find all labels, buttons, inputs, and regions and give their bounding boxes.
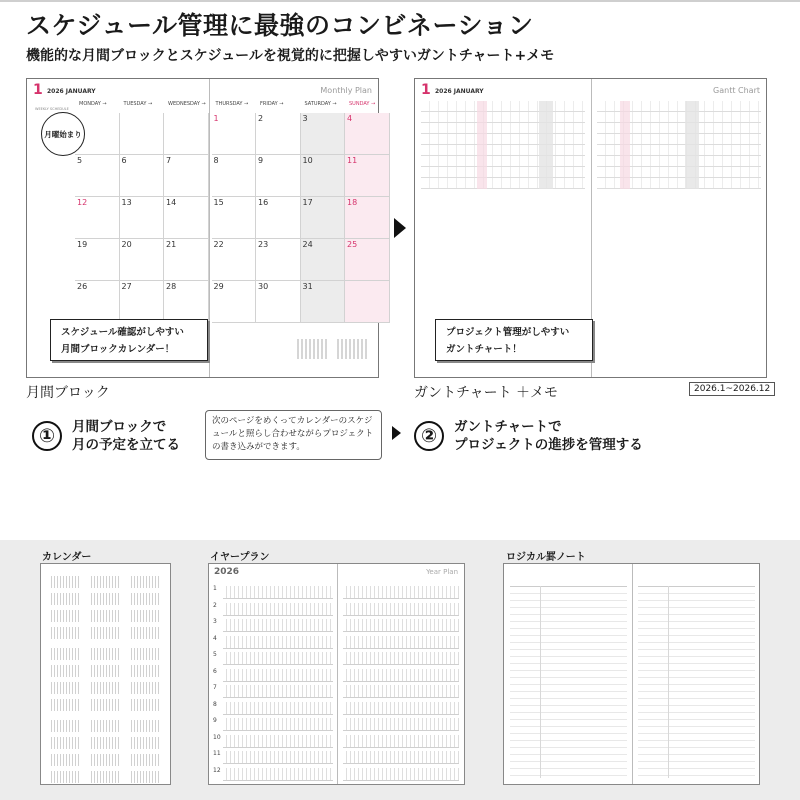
gantt-month-number: 1: [421, 82, 431, 98]
yearplan-month-number: 12: [213, 766, 221, 774]
calendar-page: [40, 563, 171, 785]
yearplan-month-number: 2: [213, 601, 217, 609]
day-cell: [301, 155, 346, 197]
mini-month-block: [91, 699, 121, 711]
yearplan-month-row: [343, 702, 459, 715]
day-number: 10: [302, 156, 313, 165]
gantt-weekend-band: [477, 101, 487, 189]
mini-month-block: [51, 771, 81, 783]
day-number: 1: [213, 114, 219, 123]
day-number: 16: [258, 198, 269, 207]
yearplan-month-row: [223, 685, 333, 698]
yearplan-month-row: [223, 586, 333, 599]
day-number: 25: [347, 240, 358, 249]
day-header: SATURDAY →: [304, 101, 337, 107]
yearplan-month-number: 8: [213, 700, 217, 708]
day-cell: [120, 239, 165, 281]
mini-month-block: [131, 737, 161, 749]
gantt-callout-line-2: ガントチャート！: [446, 344, 522, 355]
step-2-text: [454, 418, 643, 454]
yearplan-label: イヤープラン: [210, 552, 270, 563]
day-number: 17: [302, 198, 313, 207]
day-header: FRIDAY →: [260, 101, 284, 107]
day-number: 20: [121, 240, 132, 249]
step-1-line-1: 月間ブロックで: [72, 419, 167, 435]
mini-month-block: [131, 754, 161, 766]
yearplan-month-number: 11: [213, 750, 221, 757]
day-cell: [120, 155, 165, 197]
arrow-right-icon: [394, 218, 406, 238]
day-cell: [120, 281, 165, 323]
yearplan-month-row: [343, 636, 459, 649]
mini-month-block: [131, 610, 161, 622]
yearplan-month-row: [223, 718, 333, 731]
day-number: 8: [213, 156, 219, 165]
day-number: 6: [121, 156, 127, 165]
day-cell: [345, 239, 390, 281]
day-cell: [301, 239, 346, 281]
gantt-weekend-band: [539, 101, 553, 189]
yearplan-month-row: [343, 669, 459, 682]
mini-month-block: [51, 593, 81, 605]
day-cell: [75, 281, 120, 323]
subheadline: 機能的な月間ブロックとスケジュールを視覚的に把握しやすいガントチャート+メモ: [26, 48, 555, 64]
monthly-binding: [209, 79, 210, 377]
mini-month-block: [131, 593, 161, 605]
mini-month-block: [131, 771, 161, 783]
gantt-caption: ガントチャート ＋メモ: [414, 385, 559, 401]
gantt-page-name: Gantt Chart: [713, 86, 760, 95]
day-cell: [75, 197, 120, 239]
day-number: 7: [166, 156, 172, 165]
day-cell: [345, 113, 390, 155]
step-2-line-2: プロジェクトの進捗を管理する: [454, 437, 643, 453]
yearplan-binding: [337, 564, 338, 784]
day-number: 5: [77, 156, 83, 165]
day-cell: [212, 155, 257, 197]
day-number: 28: [166, 282, 177, 291]
day-number: 26: [77, 282, 88, 291]
monthly-callout-line-1: スケジュール確認がしやすい: [61, 327, 184, 338]
arrow-right-icon: [392, 426, 401, 440]
yearplan-month-row: [223, 619, 333, 632]
mini-month-block: [131, 627, 161, 639]
mini-month-block: [91, 610, 121, 622]
monthly-plan-spread: [26, 78, 379, 378]
notebook-margin-line: [540, 586, 541, 778]
mini-month-block: [131, 699, 161, 711]
day-header: THURSDAY →: [215, 101, 249, 107]
day-cell: [120, 197, 165, 239]
top-rule: [0, 0, 800, 2]
mini-month-block: [91, 576, 121, 588]
yearplan-month-number: 7: [213, 684, 217, 691]
day-cell: [301, 281, 346, 323]
day-cell: [256, 197, 301, 239]
flow-note: 次のページをめくってカレンダーのスケジュールと照らし合わせながらプロジェクトの書き込みができます。: [205, 410, 382, 460]
yearplan-month-number: 1: [213, 585, 217, 592]
day-header: TUESDAY →: [123, 101, 153, 107]
day-cell: [256, 113, 301, 155]
gantt-chart-spread: [414, 78, 767, 378]
step-2-line-1: ガントチャートで: [454, 419, 562, 435]
day-cell: [212, 239, 257, 281]
day-cell: [164, 239, 209, 281]
day-number: 18: [347, 198, 358, 207]
yearplan-month-row: [223, 669, 333, 682]
day-cell: [256, 239, 301, 281]
mini-month-block: [91, 754, 121, 766]
day-number: 2: [258, 114, 264, 123]
mini-month-block: [91, 720, 121, 732]
day-number: 30: [258, 282, 269, 291]
day-cell: [75, 239, 120, 281]
day-number: 22: [213, 240, 224, 249]
day-cell: [75, 155, 120, 197]
day-number: 12: [77, 198, 88, 207]
day-number: 29: [213, 282, 224, 291]
notebook-binding: [632, 564, 633, 784]
yearplan-month-row: [223, 652, 333, 665]
monthly-caption: 月間ブロック: [26, 385, 110, 401]
yearplan-month-row: [223, 636, 333, 649]
monthly-month-number: 1: [33, 82, 43, 98]
monthly-page-name: Monthly Plan: [320, 86, 372, 95]
day-number: 31: [302, 282, 313, 291]
gantt-grid-left: [421, 101, 585, 189]
day-cell: [345, 281, 390, 323]
mini-calendar-next: [337, 339, 369, 359]
day-cell: [164, 281, 209, 323]
day-cell: [301, 113, 346, 155]
day-number: 14: [166, 198, 177, 207]
yearplan-month-number: 6: [213, 667, 217, 675]
weekly-schedule-label: WEEKLY SCHEDULE: [35, 107, 69, 111]
day-number: 15: [213, 198, 224, 207]
mini-month-block: [131, 648, 161, 660]
step-1-number: ①: [32, 421, 62, 451]
yearplan-month-row: [343, 685, 459, 698]
day-number: 23: [258, 240, 269, 249]
mini-month-block: [91, 771, 121, 783]
day-number: 21: [166, 240, 177, 249]
mini-month-block: [51, 665, 81, 677]
yearplan-month-number: 4: [213, 634, 217, 642]
day-cell: [212, 197, 257, 239]
yearplan-month-row: [223, 702, 333, 715]
mini-month-block: [131, 665, 161, 677]
monthly-callout: [50, 319, 208, 361]
day-header: SUNDAY →: [349, 101, 376, 107]
mini-month-block: [91, 648, 121, 660]
mini-month-block: [51, 737, 81, 749]
mini-month-block: [51, 682, 81, 694]
yearplan-month-number: 10: [213, 733, 221, 741]
day-cell: [212, 113, 257, 155]
headline: スケジュール管理に最強のコンビネーション: [26, 11, 534, 40]
day-number: 24: [302, 240, 313, 249]
mini-month-block: [91, 665, 121, 677]
step-1-line-2: 月の予定を立てる: [72, 437, 180, 453]
day-number: 13: [121, 198, 132, 207]
day-number: 19: [77, 240, 88, 249]
day-header: MONDAY →: [79, 101, 107, 107]
yearplan-month-row: [343, 718, 459, 731]
mini-month-block: [51, 648, 81, 660]
day-cell: [345, 197, 390, 239]
gantt-callout-line-1: プロジェクト管理がしやすい: [446, 327, 570, 338]
day-cell: [212, 281, 257, 323]
yearplan-year: 2026: [214, 567, 240, 577]
yearplan-month-row: [343, 603, 459, 616]
yearplan-month-row: [223, 735, 333, 748]
day-number: 11: [347, 156, 358, 165]
yearplan-month-row: [343, 586, 459, 599]
gantt-weekend-band: [685, 101, 699, 189]
mini-month-block: [131, 720, 161, 732]
mini-month-block: [91, 737, 121, 749]
notebook-label: ロジカル罫ノート: [506, 552, 586, 563]
notebook-ruling-left: [510, 586, 627, 779]
mini-month-block: [131, 576, 161, 588]
yearplan-month-row: [223, 603, 333, 616]
day-cell: [120, 113, 165, 155]
mini-month-block: [91, 627, 121, 639]
gantt-callout: [435, 319, 593, 361]
mini-month-block: [51, 699, 81, 711]
day-cell: [164, 113, 209, 155]
yearplan-month-number: 9: [213, 717, 217, 724]
yearplan-spread: [208, 563, 465, 785]
monday-start-bubble: 月曜始まり: [41, 112, 85, 156]
step-1-text: [72, 418, 180, 454]
monthly-callout-line-2: 月間ブロックカレンダー！: [61, 344, 175, 355]
yearplan-month-number: 5: [213, 651, 217, 658]
mini-month-block: [91, 593, 121, 605]
yearplan-page-name: Year Plan: [426, 568, 458, 576]
mini-month-block: [51, 720, 81, 732]
mini-month-block: [51, 627, 81, 639]
yearplan-month-row: [343, 768, 459, 781]
day-number: 27: [121, 282, 132, 291]
day-number: 3: [302, 114, 308, 123]
day-number: 4: [347, 114, 353, 123]
mini-month-block: [51, 754, 81, 766]
mini-month-block: [91, 682, 121, 694]
date-range-badge: 2026.1~2026.12: [689, 382, 775, 396]
yearplan-month-row: [343, 735, 459, 748]
yearplan-month-row: [343, 751, 459, 764]
mini-month-block: [51, 576, 81, 588]
calendar-label: カレンダー: [42, 552, 92, 563]
day-number: 9: [258, 156, 264, 165]
day-cell: [301, 197, 346, 239]
notebook-margin-line: [668, 586, 669, 778]
day-header: WEDNESDAY →: [168, 101, 206, 107]
mini-calendar-prev: [297, 339, 329, 359]
gantt-year-month: 2026 JANUARY: [435, 88, 484, 95]
mini-month-block: [51, 610, 81, 622]
yearplan-month-row: [223, 751, 333, 764]
yearplan-month-row: [343, 619, 459, 632]
day-cell: [164, 197, 209, 239]
gantt-weekend-band: [620, 101, 630, 189]
step-2-number: ②: [414, 421, 444, 451]
notebook-spread: [503, 563, 760, 785]
monthly-year-month: 2026 JANUARY: [47, 88, 96, 95]
day-cell: [256, 281, 301, 323]
notebook-ruling-right: [638, 586, 755, 779]
yearplan-month-number: 3: [213, 618, 217, 625]
yearplan-month-row: [343, 652, 459, 665]
mini-month-block: [131, 682, 161, 694]
day-cell: [256, 155, 301, 197]
day-cell: [345, 155, 390, 197]
day-cell: [164, 155, 209, 197]
yearplan-month-row: [223, 768, 333, 781]
